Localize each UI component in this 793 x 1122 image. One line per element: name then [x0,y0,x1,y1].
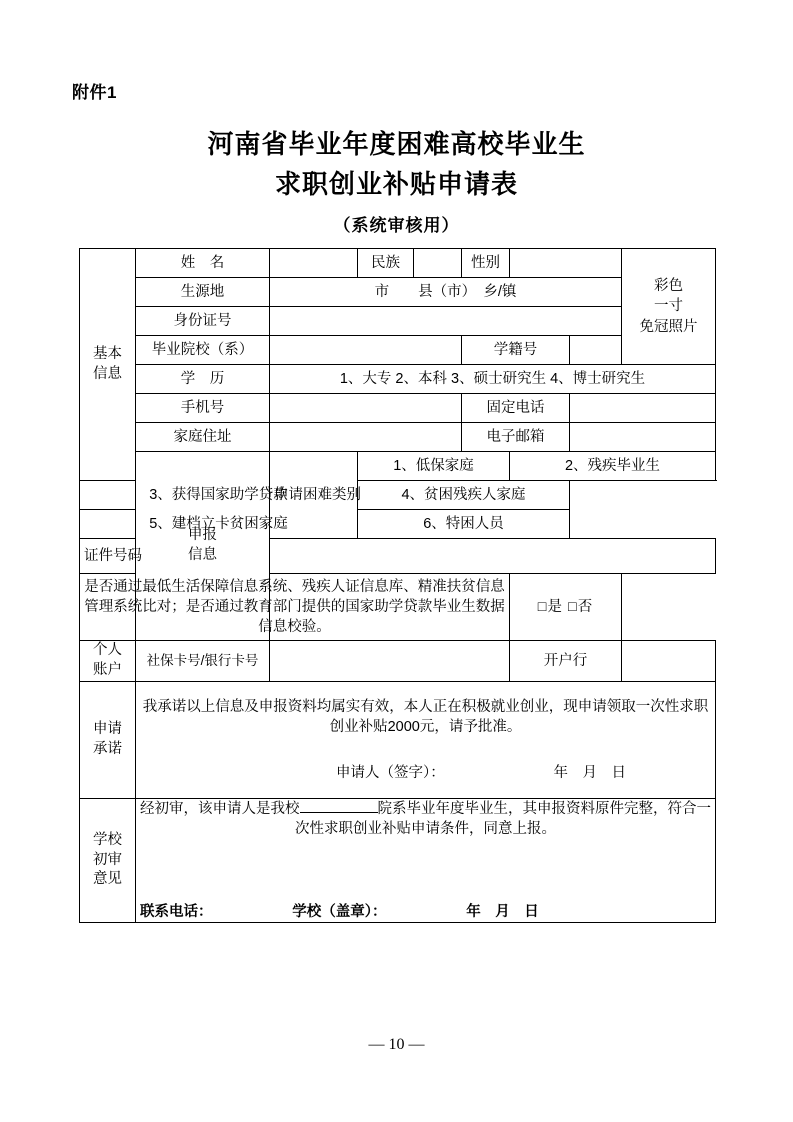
section-label-basic-info [80,249,136,481]
personal-account-label-line2: 账户 [93,662,122,678]
telephone-label: 固定电话 [462,394,570,423]
photo-line-1: 彩色 [654,278,683,295]
id-number-label: 身份证号 [136,307,270,336]
address-field[interactable] [270,423,462,452]
mobile-field[interactable] [270,394,462,423]
attachment-label: 附件1 [72,83,117,102]
name-label: 姓 名 [136,249,270,278]
review-text-after: 院系毕业年度毕业生，其申报资料原件完整，符合一次性求职创业补贴申请条件，同意上报。 [295,801,711,838]
verification-statement: 是否通过最低生活保障信息系统、残疾人证信息库、精准扶贫信息管理系统比对；是否通过教育部门提供的国家助学贷款毕业生数据信息校验。 [80,574,510,641]
gender-value-field[interactable] [510,249,622,278]
title-line-2: 求职创业补贴申请表 [274,169,518,199]
applicant-signature-line[interactable]: 申请人（签字）： 年 月 日 [336,765,626,782]
basic-info-label-line1: 基本 [93,345,122,362]
page-number: — 10 — [368,1036,425,1053]
gender-label: 性别 [462,249,510,278]
category-option-6[interactable]: 6、特困人员 [358,510,570,539]
title-line-1: 河南省毕业年度困难高校毕业生 [207,129,586,159]
school-review-label-line3: 意见 [93,871,122,888]
certificate-number-field[interactable] [270,539,716,574]
personal-account-label-line1: 个人 [93,642,122,659]
nation-label: 民族 [358,249,414,278]
table-row [80,365,716,394]
table-row [80,799,716,923]
category-option-1[interactable]: 1、低保家庭 [358,452,510,481]
table-row [80,682,716,799]
name-value-field[interactable] [270,249,358,278]
page-title [0,124,793,204]
review-school-blank[interactable] [300,812,378,813]
photo-line-2: 一寸 [654,298,683,315]
table-row [80,336,716,365]
card-number-field[interactable] [270,641,510,682]
address-label: 家庭住址 [136,423,270,452]
promise-cell [136,682,716,799]
email-label: 电子邮箱 [462,423,570,452]
card-number-label: 社保卡号/银行卡号 [136,641,270,682]
email-field[interactable] [570,423,716,452]
id-number-field[interactable] [270,307,622,336]
table-row [80,423,716,452]
origin-value-field[interactable]: 市 县（市） 乡/镇 [270,278,622,307]
section-label-applicant-promise [80,682,136,799]
education-options[interactable]: 1、大专 2、本科 3、硕士研究生 4、博士研究生 [270,365,716,394]
verification-checkboxes[interactable]: □是 □否 [510,574,622,641]
category-option-4[interactable]: 4、贫困残疾人家庭 [358,481,570,510]
promise-label-line1: 申请 [93,721,122,738]
declaration-label-line1: 申报 [188,527,217,544]
bank-label: 开户行 [510,641,622,682]
table-row [80,307,716,336]
promise-label-line2: 承诺 [93,741,122,757]
graduate-school-label: 毕业院校（系） [136,336,270,365]
school-review-label-line2: 初审 [93,851,122,868]
table-row [80,278,716,307]
student-number-field[interactable] [570,336,622,365]
table-row [80,574,716,641]
table-row [80,481,716,510]
basic-info-label-line2: 信息 [93,365,122,382]
nation-value-field[interactable] [414,249,462,278]
school-review-cell [136,799,716,923]
category-option-5[interactable]: 5、建档立卡贫困家庭 [80,510,358,539]
certificate-number-label: 证件号码 [80,539,136,574]
table-row [80,452,716,481]
table-row [80,394,716,423]
document-subtitle: （系统审核用） [333,216,460,235]
category-option-3[interactable]: 3、获得国家助学贷款 [80,481,358,510]
section-label-school-review [80,799,136,923]
declaration-label-line2: 信息 [188,547,217,563]
section-label-personal-account [80,641,136,682]
school-review-label-line1: 学校 [93,832,122,849]
bank-field[interactable] [622,641,716,682]
education-label: 学 历 [136,365,270,394]
review-text-before: 经初审，该申请人是我校 [140,801,300,817]
photo-line-3: 免冠照片 [639,318,698,335]
origin-label: 生源地 [136,278,270,307]
difficulty-category-label: 申请困难类别 [270,452,358,539]
student-number-label: 学籍号 [462,336,570,365]
mobile-label: 手机号 [136,394,270,423]
application-form-table [79,248,716,923]
table-row [80,510,716,539]
category-option-2[interactable]: 2、残疾毕业生 [510,452,716,481]
school-review-footer[interactable]: 联系电话： 学校（盖章）： 年 月 日 [140,903,539,920]
promise-text: 我承诺以上信息及申报资料均属实有效，本人正在积极就业创业，现申请领取一次性求职创业补贴2000元，请予批准。 [142,698,709,735]
table-row [80,641,716,682]
photo-placeholder [622,249,716,365]
telephone-field[interactable] [570,394,716,423]
table-row [80,249,716,278]
graduate-school-field[interactable] [270,336,462,365]
